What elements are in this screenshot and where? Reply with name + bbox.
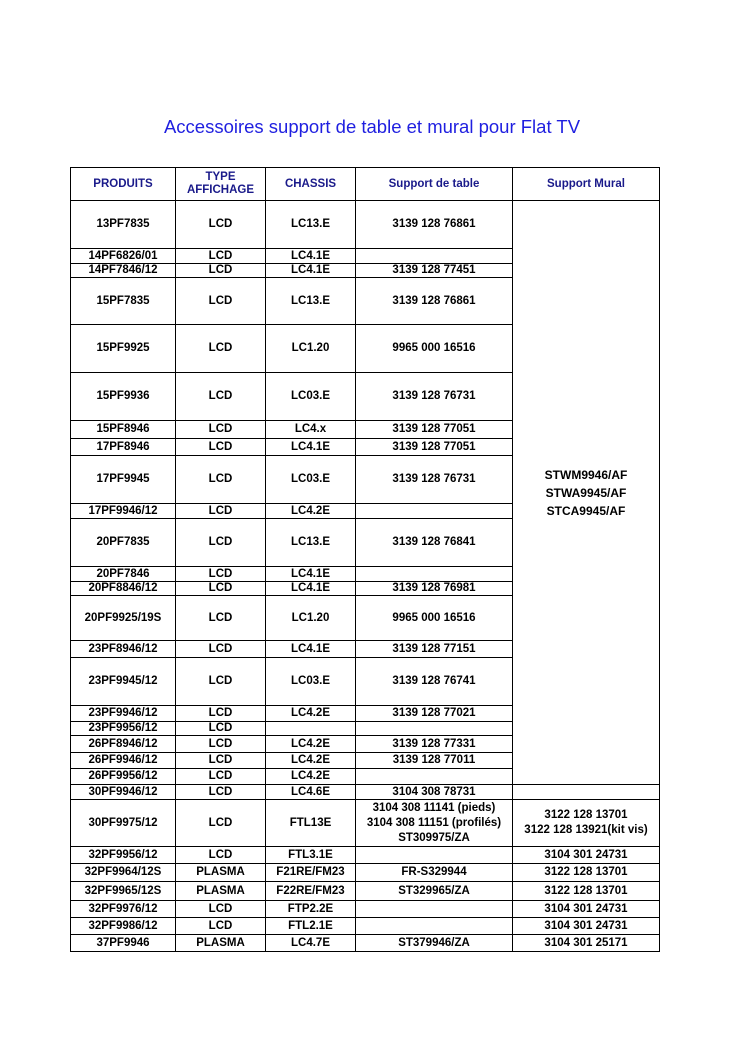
cell-support-table: 3139 128 77451	[356, 264, 513, 278]
cell-produit: 23PF8946/12	[71, 641, 176, 658]
cell-produit: 26PF8946/12	[71, 736, 176, 753]
cell-support-table: 3139 128 76731	[356, 373, 513, 421]
cell-type: LCD	[176, 264, 266, 278]
cell-produit: 23PF9945/12	[71, 658, 176, 706]
cell-chassis: LC13.E	[266, 278, 356, 325]
cell-chassis: LC4.1E	[266, 567, 356, 582]
cell-produit: 32PF9986/12	[71, 918, 176, 935]
cell-support-table: 3139 128 76741	[356, 658, 513, 706]
cell-support-table: 9965 000 16516	[356, 596, 513, 641]
cell-type: PLASMA	[176, 935, 266, 952]
cell-chassis: LC4.x	[266, 421, 356, 439]
cell-support-table	[356, 504, 513, 519]
cell-chassis: LC1.20	[266, 325, 356, 373]
cell-support-mural: 3104 301 24731	[513, 918, 660, 935]
cell-support-table	[356, 800, 513, 847]
cell-type: LCD	[176, 504, 266, 519]
cell-support-table	[356, 847, 513, 864]
cell-type: LCD	[176, 567, 266, 582]
cell-type: LCD	[176, 325, 266, 373]
cell-type: LCD	[176, 641, 266, 658]
cell-support-table: ST379946/ZA	[356, 935, 513, 952]
cell-chassis: LC4.2E	[266, 769, 356, 785]
cell-type: LCD	[176, 736, 266, 753]
cell-support-table: 3139 128 76841	[356, 519, 513, 567]
cell-type: PLASMA	[176, 882, 266, 901]
cell-chassis: F21RE/FM23	[266, 864, 356, 882]
cell-chassis: LC4.1E	[266, 641, 356, 658]
cell-produit: 14PF7846/12	[71, 264, 176, 278]
cell-support-table: 3139 128 77051	[356, 421, 513, 439]
cell-type: LCD	[176, 918, 266, 935]
cell-produit: 20PF7835	[71, 519, 176, 567]
cell-type: LCD	[176, 439, 266, 456]
cell-type: LCD	[176, 658, 266, 706]
cell-produit: 14PF6826/01	[71, 249, 176, 264]
cell-chassis: FTP2.2E	[266, 901, 356, 918]
cell-support-mural-group	[513, 201, 660, 785]
cell-support-table: 3139 128 77051	[356, 439, 513, 456]
cell-produit: 32PF9976/12	[71, 901, 176, 918]
cell-produit: 15PF7835	[71, 278, 176, 325]
cell-chassis: LC4.1E	[266, 264, 356, 278]
cell-produit: 17PF9946/12	[71, 504, 176, 519]
cell-type: LCD	[176, 901, 266, 918]
cell-type: LCD	[176, 582, 266, 596]
table-row	[71, 785, 660, 800]
cell-chassis: LC03.E	[266, 456, 356, 504]
cell-chassis	[266, 722, 356, 736]
cell-chassis: LC4.1E	[266, 582, 356, 596]
cell-produit: 26PF9946/12	[71, 753, 176, 769]
header-produits: PRODUITS	[71, 168, 176, 201]
support-table-line: ST309975/ZA	[398, 831, 470, 844]
cell-chassis: LC4.2E	[266, 753, 356, 769]
cell-type: LCD	[176, 785, 266, 800]
cell-support-mural: 3104 301 24731	[513, 847, 660, 864]
cell-chassis: F22RE/FM23	[266, 882, 356, 901]
table-row	[71, 800, 660, 847]
cell-support-mural: 3122 128 13701	[513, 882, 660, 901]
cell-type: LCD	[176, 847, 266, 864]
cell-chassis: LC13.E	[266, 519, 356, 567]
header-chassis: CHASSIS	[266, 168, 356, 201]
cell-chassis: LC03.E	[266, 373, 356, 421]
cell-type: LCD	[176, 421, 266, 439]
cell-type: LCD	[176, 456, 266, 504]
cell-type: LCD	[176, 201, 266, 249]
cell-produit: 32PF9956/12	[71, 847, 176, 864]
cell-type: LCD	[176, 278, 266, 325]
cell-type: LCD	[176, 373, 266, 421]
support-table-line: 3104 308 11151 (profilés)	[366, 816, 502, 829]
cell-produit: 23PF9956/12	[71, 722, 176, 736]
cell-support-table: 3139 128 77011	[356, 753, 513, 769]
cell-type: LCD	[176, 800, 266, 847]
table-row	[71, 935, 660, 952]
cell-produit: 17PF9945	[71, 456, 176, 504]
cell-support-table: 3139 128 77331	[356, 736, 513, 753]
cell-support-table: 3139 128 77151	[356, 641, 513, 658]
cell-type: LCD	[176, 706, 266, 722]
page-title: Accessoires support de table et mural pour Flat TV	[163, 116, 581, 137]
cell-produit: 15PF8946	[71, 421, 176, 439]
cell-support-table: FR-S329944	[356, 864, 513, 882]
cell-chassis: LC4.2E	[266, 504, 356, 519]
cell-support-table	[356, 769, 513, 785]
cell-support-table: 3139 128 77021	[356, 706, 513, 722]
header-support-mural: Support Mural	[513, 168, 660, 201]
cell-support-table: 3139 128 76861	[356, 201, 513, 249]
cell-support-table: 3139 128 76731	[356, 456, 513, 504]
table-row	[71, 882, 660, 901]
header-type-line1: TYPE	[205, 171, 236, 183]
cell-chassis: LC4.2E	[266, 736, 356, 753]
cell-type: LCD	[176, 519, 266, 567]
cell-produit: 15PF9925	[71, 325, 176, 373]
cell-type: PLASMA	[176, 864, 266, 882]
cell-produit: 15PF9936	[71, 373, 176, 421]
cell-chassis: LC4.1E	[266, 439, 356, 456]
cell-produit: 32PF9964/12S	[71, 864, 176, 882]
cell-produit: 20PF9925/19S	[71, 596, 176, 641]
cell-produit: 30PF9975/12	[71, 800, 176, 847]
cell-support-table	[356, 567, 513, 582]
cell-support-mural	[513, 785, 660, 800]
cell-chassis: LC4.6E	[266, 785, 356, 800]
table-row	[71, 201, 660, 249]
cell-produit: 13PF7835	[71, 201, 176, 249]
support-mural-line: 3122 128 13921(kit vis)	[524, 824, 648, 836]
cell-support-mural	[513, 800, 660, 847]
cell-chassis: LC4.2E	[266, 706, 356, 722]
cell-produit: 23PF9946/12	[71, 706, 176, 722]
cell-produit: 20PF8846/12	[71, 582, 176, 596]
mural-ref: STWM9946/AF	[544, 467, 628, 482]
mural-ref: STWA9945/AF	[545, 485, 627, 500]
cell-chassis: LC1.20	[266, 596, 356, 641]
cell-support-table: 3139 128 76861	[356, 278, 513, 325]
support-mural-line: 3122 128 13701	[544, 809, 628, 821]
header-support-table: Support de table	[356, 168, 513, 201]
cell-type: LCD	[176, 722, 266, 736]
cell-type: LCD	[176, 596, 266, 641]
cell-produit: 17PF8946	[71, 439, 176, 456]
cell-produit: 32PF9965/12S	[71, 882, 176, 901]
cell-chassis: FTL2.1E	[266, 918, 356, 935]
cell-support-table: 3104 308 78731	[356, 785, 513, 800]
cell-chassis: LC4.1E	[266, 249, 356, 264]
cell-produit: 26PF9956/12	[71, 769, 176, 785]
cell-chassis: LC4.7E	[266, 935, 356, 952]
support-table-line: 3104 308 11141 (pieds)	[372, 801, 496, 814]
cell-chassis: LC03.E	[266, 658, 356, 706]
cell-chassis: FTL13E	[266, 800, 356, 847]
mural-ref: STCA9945/AF	[546, 503, 626, 518]
cell-support-table	[356, 722, 513, 736]
cell-support-table	[356, 249, 513, 264]
table-row	[71, 864, 660, 882]
cell-support-mural: 3122 128 13701	[513, 864, 660, 882]
cell-type: LCD	[176, 753, 266, 769]
cell-produit: 20PF7846	[71, 567, 176, 582]
cell-support-table: 3139 128 76981	[356, 582, 513, 596]
cell-type: LCD	[176, 769, 266, 785]
table-row	[71, 847, 660, 864]
cell-support-table: ST329965/ZA	[356, 882, 513, 901]
cell-chassis: FTL3.1E	[266, 847, 356, 864]
cell-support-mural: 3104 301 25171	[513, 935, 660, 952]
cell-support-table	[356, 901, 513, 918]
cell-support-table	[356, 918, 513, 935]
header-row	[71, 168, 660, 201]
cell-support-mural: 3104 301 24731	[513, 901, 660, 918]
table-row	[71, 901, 660, 918]
table-row	[71, 918, 660, 935]
header-type-line2: AFFICHAGE	[186, 184, 255, 196]
header-type-affichage	[176, 168, 266, 201]
accessories-table	[70, 167, 660, 952]
cell-support-table: 9965 000 16516	[356, 325, 513, 373]
cell-chassis: LC13.E	[266, 201, 356, 249]
cell-type: LCD	[176, 249, 266, 264]
cell-produit: 30PF9946/12	[71, 785, 176, 800]
cell-produit: 37PF9946	[71, 935, 176, 952]
